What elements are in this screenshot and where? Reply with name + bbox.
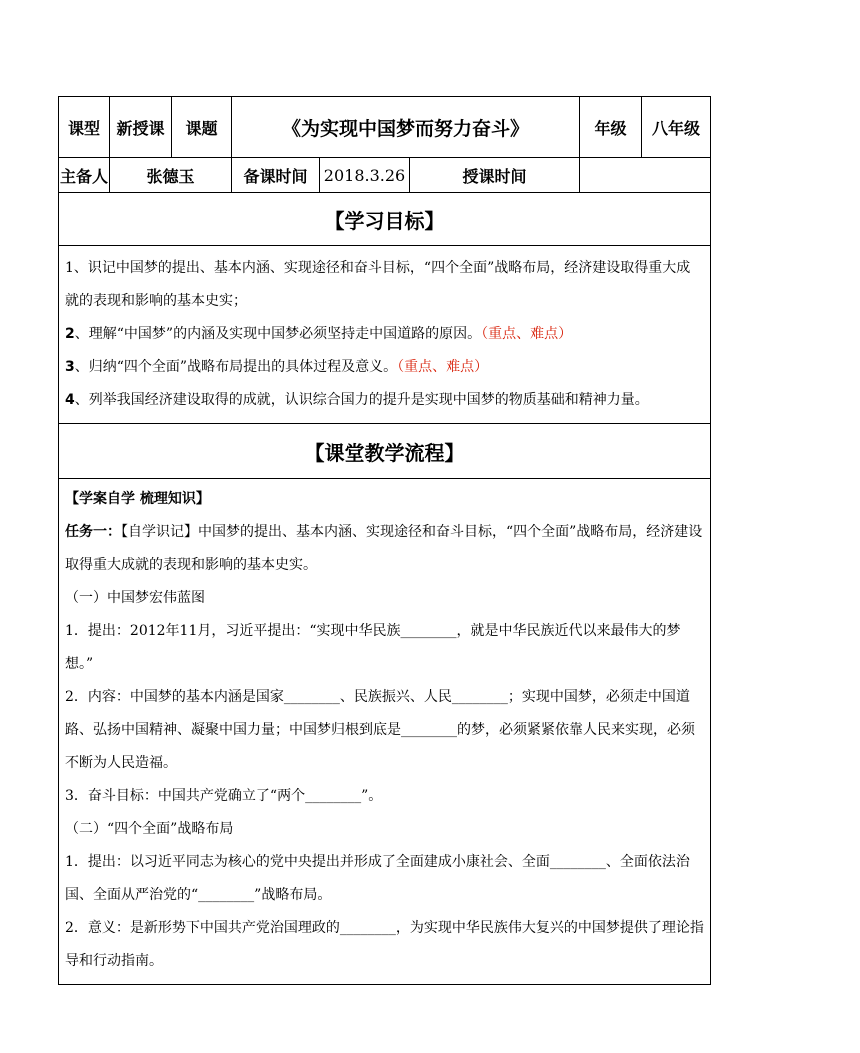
lesson-plan-document bbox=[58, 96, 710, 985]
paragraph-proposal: 1．提出：2012年11月，习近平提出：“实现中华民族________，就是中华民族近代以来最伟大的梦想。” bbox=[65, 623, 681, 672]
paragraph-content: 2．内容：中国梦的基本内涵是国家________、民族振兴、人民________；实现中国梦，必须走中国道路、弘扬中国精神、凝聚中国力量；中国梦归根到底是________的梦，必须紧紧依靠人民来实现，必须不断为人民造福。 bbox=[65, 689, 695, 771]
preparer-value: 张德玉 bbox=[110, 158, 232, 193]
flow-heading: 【课堂教学流程】 bbox=[59, 424, 711, 479]
teach-time-label: 授课时间 bbox=[410, 158, 580, 193]
objective-item: 3、归纳“四个全面”战略布局提出的具体过程及意义。（重点、难点） bbox=[65, 359, 489, 375]
part-two-title: （二）“四个全面”战略布局 bbox=[65, 821, 234, 837]
header-row-2 bbox=[59, 158, 711, 193]
type-label: 课型 bbox=[59, 97, 110, 158]
grade-label: 年级 bbox=[580, 97, 642, 158]
paragraph-goal: 3．奋斗目标：中国共产党确立了“两个________”。 bbox=[65, 788, 383, 804]
grade-value: 八年级 bbox=[642, 97, 711, 158]
topic-value: 《为实现中国梦而努力奋斗》 bbox=[232, 97, 580, 158]
paragraph-four-comprehensive: 1．提出：以习近平同志为核心的党中央提出并形成了全面建成小康社会、全面________、全面依法治国、全面从严治党的“________”战略布局。 bbox=[65, 854, 690, 903]
topic-label: 课题 bbox=[172, 97, 232, 158]
objective-item: 1、识记中国梦的提出、基本内涵、实现途径和奋斗目标，“四个全面”战略布局，经济建设取得重大成就的表现和影响的基本史实； bbox=[65, 260, 691, 309]
header-row-1 bbox=[59, 97, 711, 158]
objective-item: 4、列举我国经济建设取得的成就，认识综合国力的提升是实现中国梦的物质基础和精神力量。 bbox=[65, 392, 649, 408]
objectives-heading-row bbox=[59, 193, 711, 246]
flow-row bbox=[59, 479, 711, 985]
prep-time-label: 备课时间 bbox=[232, 158, 320, 193]
key-point-note: （重点、难点） bbox=[397, 359, 489, 375]
objectives-row bbox=[59, 246, 711, 424]
task-one: 任务一：【自学识记】中国梦的提出、基本内涵、实现途径和奋斗目标，“四个全面”战略布局，经济建设取得重大成就的表现和影响的基本史实。 bbox=[65, 524, 703, 573]
flow-subheading: 【学案自学 梳理知识】 bbox=[65, 491, 210, 507]
key-point-note: （重点、难点） bbox=[481, 326, 573, 342]
flow-heading-row bbox=[59, 424, 711, 479]
part-one-title: （一）中国梦宏伟蓝图 bbox=[65, 590, 205, 606]
paragraph-significance: 2．意义：是新形势下中国共产党治国理政的________，为实现中华民族伟大复兴的中国梦提供了理论指导和行动指南。 bbox=[65, 920, 704, 969]
objective-item: 2、理解“中国梦”的内涵及实现中国梦必须坚持走中国道路的原因。（重点、难点） bbox=[65, 326, 573, 342]
lesson-plan-table bbox=[58, 96, 711, 985]
objectives-heading: 【学习目标】 bbox=[59, 193, 711, 246]
type-value: 新授课 bbox=[110, 97, 172, 158]
preparer-label: 主备人 bbox=[59, 158, 110, 193]
flow-content bbox=[59, 479, 711, 985]
prep-time-value: 2018.3.26 bbox=[320, 158, 410, 193]
objectives-list bbox=[59, 246, 711, 424]
teach-time-value bbox=[580, 158, 711, 193]
